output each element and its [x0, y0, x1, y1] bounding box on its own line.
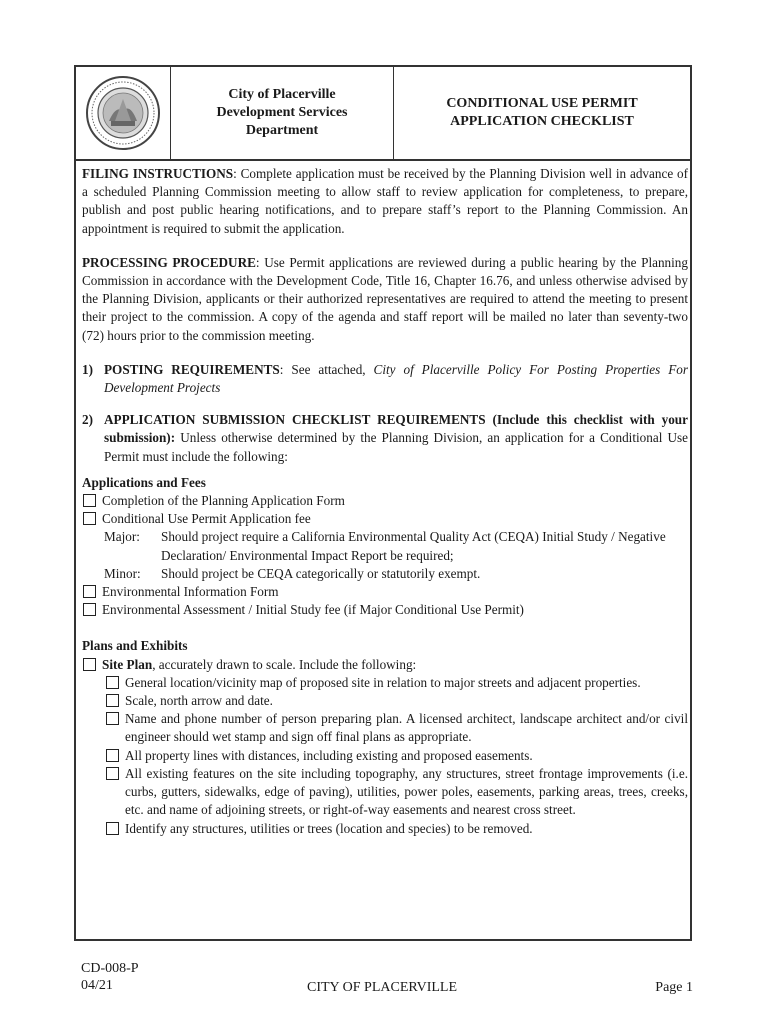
- checkbox[interactable]: [83, 658, 96, 671]
- posting-number: 1): [82, 361, 93, 377]
- checklist-subitem-label: Name and phone number of person preparing plan. A licensed architect, landscape architect and/or civil engineer should wet stamp and sign off final plans as appropriate.: [125, 711, 688, 745]
- checklist-subitem-label: All property lines with distances, including existing and proposed easements.: [125, 747, 533, 763]
- checklist-item: [82, 583, 688, 601]
- checkbox[interactable]: [106, 749, 119, 762]
- checkbox[interactable]: [106, 822, 119, 835]
- checklist-subitem-label: Identify any structures, utilities or trees (location and species) to be removed.: [125, 820, 533, 836]
- dept-line-3: Department: [245, 123, 319, 138]
- filing-label: FILING INSTRUCTIONS: [82, 166, 234, 181]
- minor-label: Minor:: [104, 565, 141, 581]
- checkbox[interactable]: [83, 585, 96, 598]
- checklist-subitem: [105, 710, 688, 746]
- city-seal-icon: [85, 75, 161, 151]
- form-date: 04/21: [81, 978, 113, 993]
- checklist-subitem-label: General location/vicinity map of proposed site in relation to major streets and adjacent properties.: [125, 674, 641, 690]
- submission-label: APPLICATION SUBMISSION CHECKLIST REQUIREMENTS (Include this checklist with your submission):: [104, 412, 688, 446]
- checkbox[interactable]: [83, 603, 96, 616]
- checkbox[interactable]: [106, 676, 119, 689]
- filing-text: : Complete application must be received by the Planning Division well in advance of a scheduled Planning Commission meeting to allow staff to review application for completeness, to prepare, publish and post public hearing notifications, and to prepare staff’s report to the Planning Commission. An appointment is required to submit the application.: [82, 166, 688, 236]
- checklist-item-site-plan: [82, 656, 688, 674]
- checklist-subitem: [105, 674, 688, 692]
- seal-cell: [76, 67, 171, 159]
- checklist-subitem-label: All existing features on the site including topography, any structures, street frontage improvements (i.e. curbs, gutters, sidewalks, edge of paving), utilities, power poles, easements, parking areas, trees, creeks, etc. and name of adjoining streets, or right-of-way easements and nearest cross street.: [125, 765, 688, 818]
- processing-label: PROCESSING PROCEDURE: [82, 254, 256, 270]
- checklist-item-label: Environmental Information Form: [102, 584, 279, 600]
- checklist-subitem: [105, 747, 688, 765]
- minor-text: Should project be CEQA categorically or statutorily exempt.: [161, 565, 481, 581]
- dept-line-2: Development Services: [216, 105, 348, 120]
- applications-heading: Applications and Fees: [82, 474, 206, 490]
- title-line-2: APPLICATION CHECKLIST: [450, 114, 634, 129]
- dept-line-1: City of Placerville: [228, 87, 336, 102]
- processing-procedure: [82, 254, 688, 345]
- header: [76, 67, 690, 161]
- checklist-subitem: [105, 765, 688, 820]
- checklist-subitem: [105, 820, 688, 838]
- major-definition: [104, 528, 688, 564]
- major-text: Should project require a California Environmental Quality Act (CEQA) Initial Study / Negative Declaration/ Environmental Impact Report be required;: [161, 529, 666, 563]
- checklist-item: [82, 510, 688, 528]
- checklist-item: [82, 601, 688, 619]
- checkbox[interactable]: [83, 512, 96, 525]
- checklist-item-label: Environmental Assessment / Initial Study fee (if Major Conditional Use Permit): [102, 602, 524, 618]
- checkbox[interactable]: [106, 767, 119, 780]
- checklist-item-label: Completion of the Planning Application Form: [102, 493, 345, 509]
- posting-text: : See attached,: [279, 361, 374, 377]
- checklist-item-label: Conditional Use Permit Application fee: [102, 511, 311, 527]
- posting-policy-title: City of Placerville Policy For Posting Properties For Development Projects: [104, 361, 688, 396]
- department-name: [171, 67, 394, 159]
- minor-definition: [104, 565, 688, 583]
- posting-requirements: [82, 361, 688, 397]
- site-plan-label: Site Plan: [102, 656, 153, 672]
- form-title: [394, 67, 690, 159]
- submission-text: Unless otherwise determined by the Planning Division, an application for a Conditional Use Permit must include the following:: [104, 430, 688, 464]
- form-frame: [74, 65, 692, 941]
- form-code: CD-008-P: [81, 961, 139, 976]
- page-number: Page 1: [655, 980, 693, 995]
- submission-requirements: [82, 411, 688, 466]
- checkbox[interactable]: [106, 712, 119, 725]
- major-label: Major:: [104, 529, 140, 545]
- processing-text: : Use Permit applications are reviewed during a public hearing by the Planning Commission in accordance with the Development Code, Title 16, Chapter 16.76, and unless otherwise advised by the Planning Division, applicants or their authorized representatives are required to attend the meeting to present their project to the commission. A copy of the agenda and staff report will be mailed no later than seventy-two (72) hours prior to the commission meeting.: [82, 254, 688, 343]
- plans-heading: Plans and Exhibits: [82, 638, 188, 654]
- site-plan-text: , accurately drawn to scale. Include the following:: [152, 656, 417, 672]
- footer-city: CITY OF PLACERVILLE: [307, 980, 458, 995]
- checkbox[interactable]: [106, 694, 119, 707]
- form-content: [82, 165, 688, 838]
- checklist-subitem: [105, 692, 688, 710]
- title-line-1: CONDITIONAL USE PERMIT: [446, 96, 638, 111]
- checkbox[interactable]: [83, 494, 96, 507]
- submission-number: 2): [82, 412, 93, 428]
- filing-instructions: [82, 165, 688, 238]
- checklist-subitem-label: Scale, north arrow and date.: [125, 693, 273, 709]
- posting-label: POSTING REQUIREMENTS: [104, 361, 280, 377]
- checklist-item: [82, 492, 688, 510]
